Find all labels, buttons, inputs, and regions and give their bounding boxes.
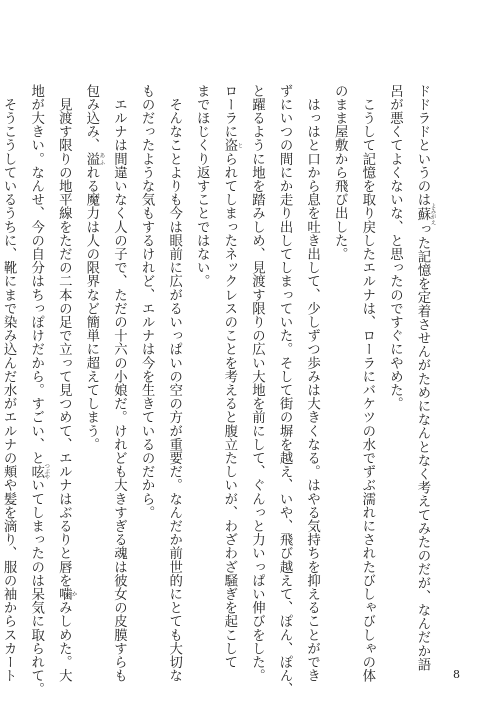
text-line: 見渡す限りの地平線をただの二本の足で立って見つめて、エルナはぶるりと唇を噛 かみしめた。大 (56, 84, 77, 683)
page-number: 8 (453, 668, 460, 681)
text-line: 呂が悪くてよくないな、と思ったのですぐにやめた。 (387, 84, 403, 411)
text-line: までほじくり返すことではない。 (194, 84, 210, 288)
text-line: はっはと口から息を吐き出して、少しずつ歩みは大きくなる。はやる気持ちを抑えることができ (304, 84, 320, 683)
ruby-annotation: 噛 か (56, 587, 77, 601)
text-line: ずにいつの間にか走り出してしまっていた。そして街の塀を越え、いや、飛び越えて、ぽん、ぽん、 (277, 84, 293, 696)
ruby-annotation: 蘇 よみがえ (415, 203, 436, 226)
text-line: 包み込み、溢 あふれる魔力は人の限界など簡単に超えてしまう。 (83, 84, 105, 452)
text-line: エルナは間違いなく人の子で、ただの十六の小娘だ。けれども大きすぎる魂は彼女の皮膜すらも (111, 84, 127, 683)
text-line: そうこうしているうちに、靴にまで染み込んだ水がエルナの頬や髪を滴り、服の袖からスカート (1, 84, 17, 683)
ruby-annotation: 呟 つぶや (28, 463, 50, 480)
ruby-annotation: 盗 と (221, 138, 243, 153)
text-line: と躍るように地を踏みしめ、見渡す限りの広い大地を前にして、ぐんっと力いっぱい伸びをした。 (249, 84, 265, 683)
text-line: こうして記憶を取り戻したエルナは、ローラにバケツの水でずぶ濡れにされたびしゃびしゃの体 (359, 84, 375, 683)
ruby-annotation: 溢 あふ (83, 152, 105, 166)
text-line: 地が大きい。なんせ、今の自分はちっぽけだから。すごい、と呟 つぶやいてしまったのは呆気に取られて。 (28, 84, 50, 697)
text-line: ものだったような気もするけれど、エルナは今を生きているのだから。 (139, 84, 155, 520)
text-line: ドドラドというのは蘇 よみがえった記憶を定着させんがためになんとなく考えてみたのだが、なんだか語 (415, 84, 436, 672)
text-line: そんなことよりも今は眼前に広がるいっぱいの空の方が重要だ。なんだか前世的にとても大切な (166, 84, 182, 683)
text-line: ローラに盗 とられてしまったネックレスのことを考えると腹立たしいが、わざわざ騒ぎを起こして (221, 84, 243, 669)
text-line: のまま屋敷から飛び出した。 (332, 84, 348, 261)
vertical-text-body (1, 84, 436, 697)
